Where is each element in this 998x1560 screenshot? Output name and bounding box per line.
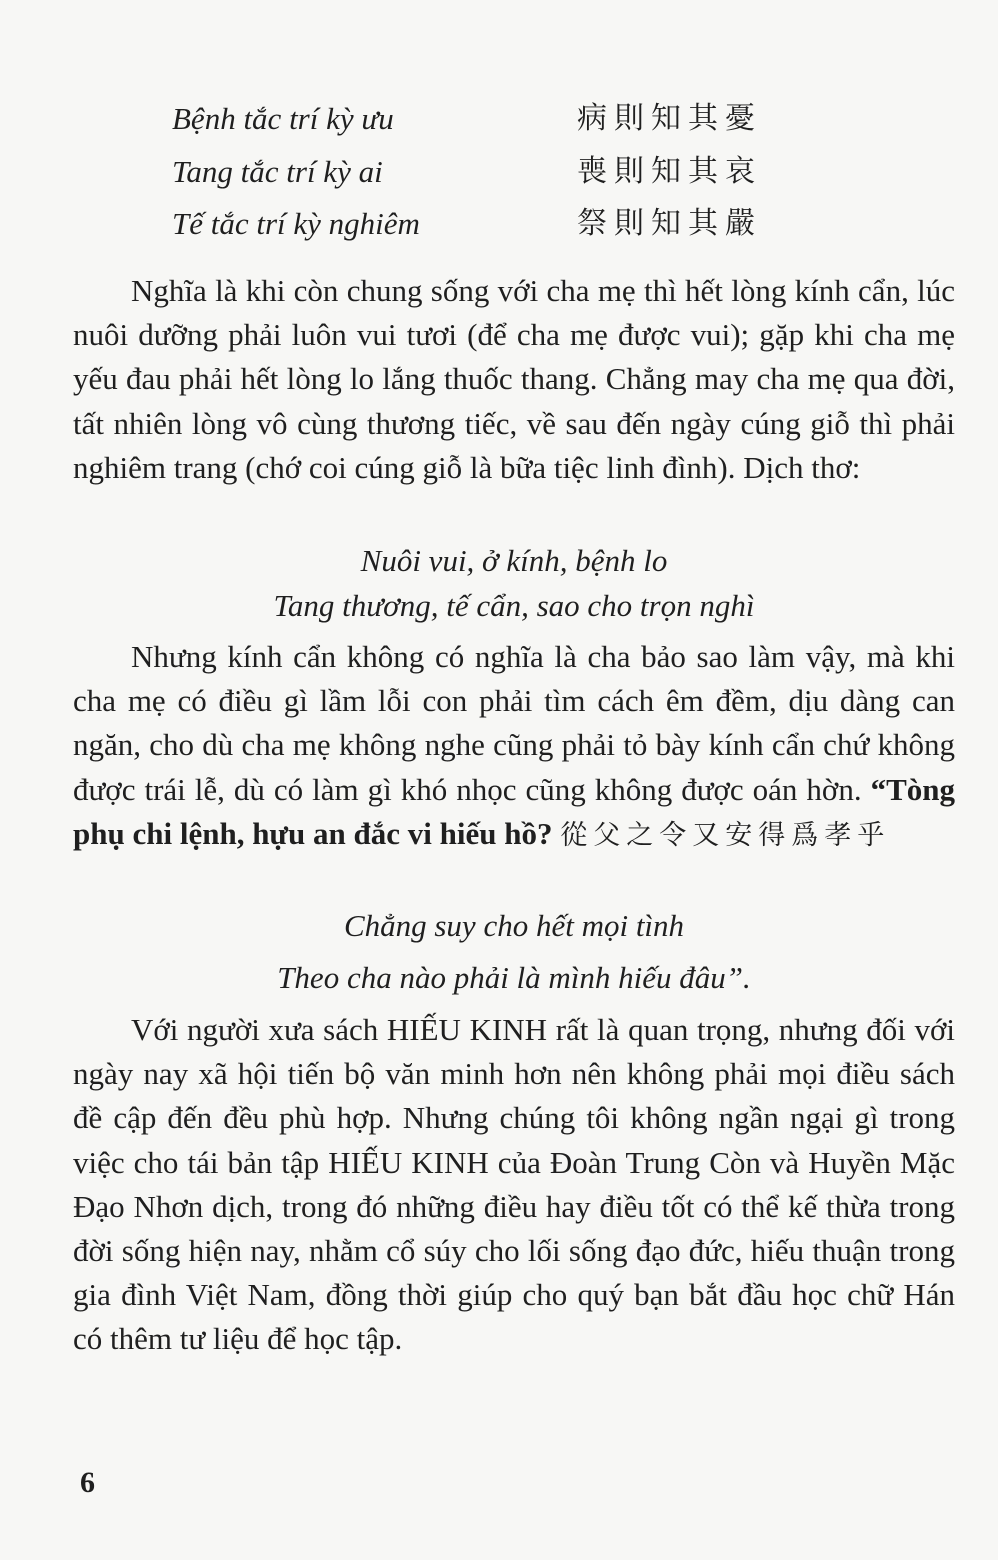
paragraph-3-text: Với người xưa sách HIẾU KINH rất là quan trọng, nhưng đối với ngày nay xã hội tiến bộ văn minh hơn nên không phải mọi điều sách đề cập đến đều phù hợp. Nhưng chúng tôi không ngần ngại gì trong việc cho tái bản tập HIẾU KINH của Đoàn Trung Còn và Huyền Mặc Đạo Nhơn dịch, trong đó những điều hay điều tốt có thể kế thừa trong đời sống hiện nay, nhằm cổ súy cho lối sống đạo đức, hiếu thuận trong gia đình Việt Nam, đồng thời giúp cho quý bạn bắt đầu học chữ Hán có thêm tư liệu để học tập. bbox=[73, 1012, 955, 1357]
paragraph-3 bbox=[73, 1008, 955, 1362]
couplet-han-1: 病則知其憂 bbox=[577, 101, 762, 136]
couplet-viet-1: Bệnh tắc trí kỳ ưu bbox=[172, 101, 394, 136]
paragraph-1 bbox=[73, 269, 955, 490]
poem-2-line-2: Theo cha nào phải là mình hiếu đâu”. bbox=[277, 960, 751, 995]
poem-1-line-1: Nuôi vui, ở kính, bệnh lo bbox=[360, 543, 668, 578]
paragraph-2-han-quote: 從父之令又安得爲孝乎 bbox=[560, 819, 891, 851]
page-number: 6 bbox=[80, 1466, 95, 1499]
paragraph-2-text: Nhưng kính cẩn không có nghĩa là cha bảo sao làm vậy, mà khi cha mẹ có điều gì lầm lỗi con phải tìm cách êm đềm, dịu dàng can ngăn, cho dù cha mẹ không nghe cũng phải tỏ bày kính cẩn chứ không được trái lễ, dù có làm gì khó nhọc cũng không được oán hờn. bbox=[73, 639, 955, 807]
poem-1-line-2: Tang thương, tế cẩn, sao cho trọn nghì bbox=[273, 588, 755, 623]
poem-2-line-1: Chẳng suy cho hết mọi tình bbox=[343, 908, 685, 943]
couplet-han-3: 祭則知其嚴 bbox=[577, 206, 762, 241]
paragraph-2-bold-quote: “Tòng phụ chi lệnh, hựu an đắc vi hiếu hồ? bbox=[73, 771, 955, 851]
paragraph-1-text: Nghĩa là khi còn chung sống với cha mẹ thì hết lòng kính cẩn, lúc nuôi dưỡng phải luôn vui tươi (để cha mẹ được vui); gặp khi cha mẹ yếu đau phải hết lòng lo lắng thuốc thang. Chẳng may cha mẹ qua đời, tất nhiên lòng vô cùng thương tiếc, về sau đến ngày cúng giỗ thì phải nghiêm trang (chớ coi cúng giỗ là bữa tiệc linh đình). Dịch thơ: bbox=[73, 273, 955, 485]
couplet-han-2: 喪則知其哀 bbox=[577, 154, 762, 189]
couplet-viet-3: Tế tắc trí kỳ nghiêm bbox=[172, 206, 420, 241]
couplet-viet-2: Tang tắc trí kỳ ai bbox=[172, 154, 383, 189]
paragraph-2 bbox=[73, 635, 955, 858]
